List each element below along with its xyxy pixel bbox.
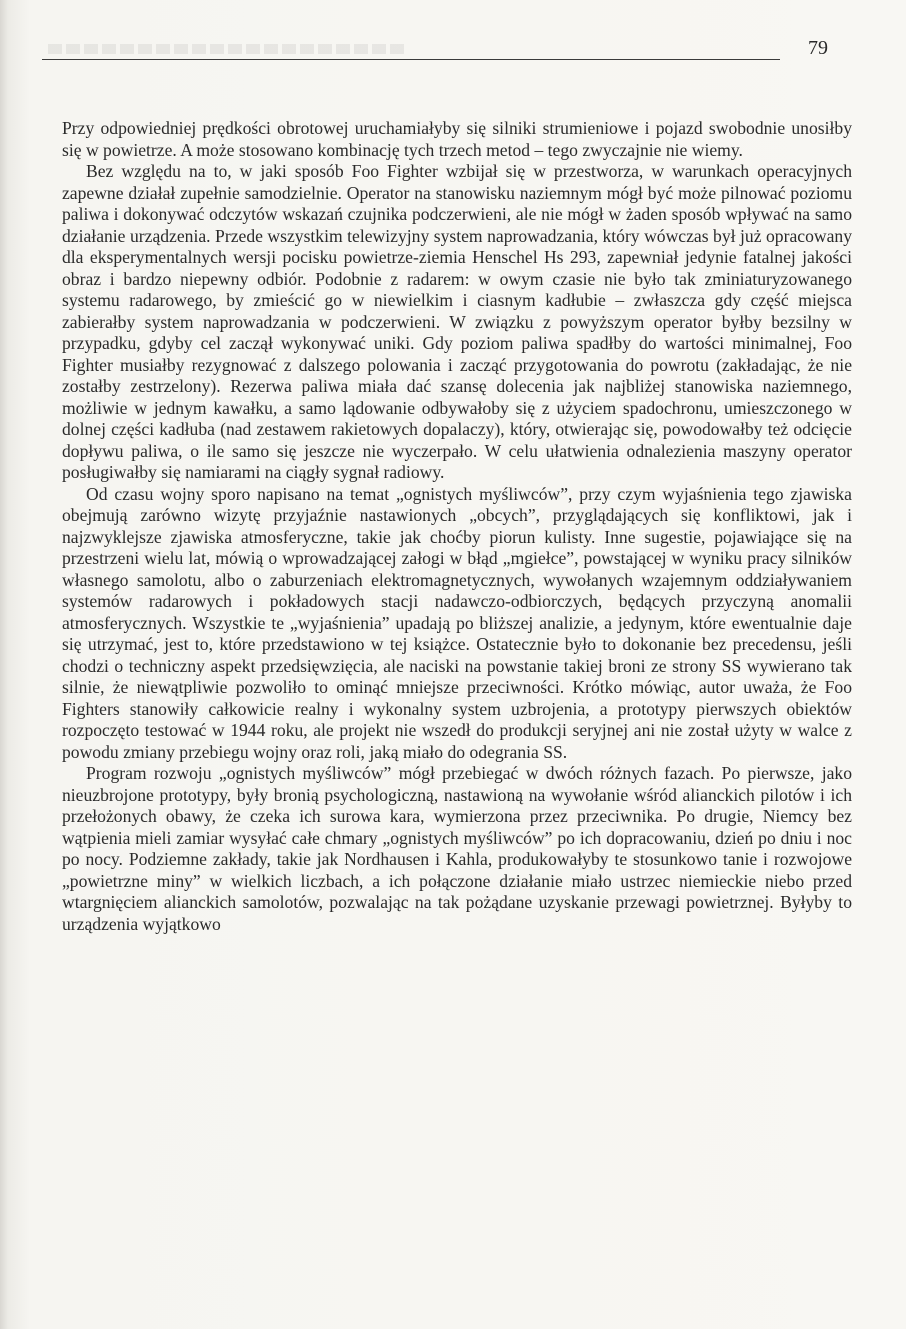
paragraph: Od czasu wojny sporo napisano na temat „ognistych myśliwców”, przy czym wyjaśnienia tego zjawiska obejmują zarówno wizytę przyjaźnie nastawionych „obcych”, przyglądających się konfliktowi, jak i najzwyklejsze zjawiska atmosferyczne, takie jak choćby piorun kulisty. Inne sugestie, pojawiające się na przestrzeni wielu lat, mówią o wprowadzającej załogi w błąd „mgiełce”, powstającej w wyniku pracy silników własnego samolotu, albo o zaburzeniach elektromagnetycznych, wywołanych wzajemnym oddziaływaniem systemów radarowych i pokładowych stacji nadawczo-odbiorczych, będących przyczyną anomalii atmosferycznych. Wszystkie te „wyjaśnienia” upadają po bliższej analizie, a jedynym, które ewentualnie daje się utrzymać, jest to, które przedstawiono w tej książce. Ostatecznie było to dokonanie bez precedensu, jeśli chodzi o techniczny aspekt przedsięwzięcia, ale naciski na powstanie takiej broni ze strony SS wywierano tak silnie, że niewątpliwie pozwoliło to ominąć mniejsze przeciwności. Krótko mówiąc, autor uważa, że Foo Fighters stanowiły całkowicie realny i wykonalny system uzbrojenia, a prototypy pierwszych obiektów rozpoczęto testować w 1944 roku, ale projekt nie wszedł do produkcji seryjnej ani nie został użyty w walce z powodu zmiany przebiegu wojny oraz roli, jaką miało do odegrania SS. [62,483,852,762]
paragraph: Przy odpowiedniej prędkości obrotowej uruchamiałyby się silniki strumieniowe i pojazd swobodnie unosiłby się w powietrze. A może stosowano kombinację tych trzech metod – tego zwyczajnie nie wiemy. [62,118,852,160]
paragraph: Bez względu na to, w jaki sposób Foo Fighter wzbijał się w przestworza, w warunkach operacyjnych zapewne działał zupełnie samodzielnie. Operator na stanowisku naziemnym mógł być może pilnować poziomu paliwa i dokonywać odczytów wskazań czujnika podczerwieni, ale nie mógł w żaden sposób wpływać na samo działanie urządzenia. Przede wszystkim telewizyjny system naprowadzania, który wówczas był już opracowany dla eksperymentalnych wersji pocisku powietrze-ziemia Henschel Hs 293, zapewniał jedynie fatalnej jakości obraz i bardzo niepewny odbiór. Podobnie z radarem: w owym czasie nie było tak zminiaturyzowanego systemu radarowego, by zmieścić go w niewielkim i ciasnym kadłubie – zwłaszcza gdy część miejsca zabierałby system naprowadzania w podczerwieni. W związku z powyższym operator byłby bezsilny w przypadku, gdyby cel zaczął wykonywać uniki. Gdy poziom paliwa spadłby do wartości minimalnej, Foo Fighter musiałby rezygnować z dalszego polowania i zacząć przygotowania do powrotu (zakładając, że nie zostałby zestrzelony). Rezerwa paliwa miała dać szansę dolecenia jak najbliżej stanowiska naziemnego, możliwie w jednym kawałku, a samo lądowanie odbywałoby się z użyciem spadochronu, umieszczonego w dolnej części kadłuba (nad zestawem rakietowych dopalaczy), który, otwierając się, powodowałby też odcięcie dopływu paliwa, o ile samo się jeszcze nie wyczerpało. W celu ułatwienia odnalezienia maszyny operator posługiwałby się namiarami na ciągły sygnał radiowy. [62,161,852,482]
page-number: 79 [808,37,828,59]
body-text [62,118,852,935]
paragraph: Program rozwoju „ognistych myśliwców” mógł przebiegać w dwóch różnych fazach. Po pierwsze, jako nieuzbrojone prototypy, były bronią psychologiczną, nastawioną na wywołanie wśród alianckich pilotów i ich przełożonych obawy, że czeka ich surowa kara, wymierzona przez przeciwnika. Po drugie, Niemcy bez wątpienia mieli zamiar wysyłać całe chmary „ognistych myśliwców” po ich dopracowaniu, dzień po dniu i noc po nocy. Podziemne zakłady, takie jak Nordhausen i Kahla, produkowałyby te stosunkowo tanie i rozwojowe „powietrzne miny” w wielkich liczbach, a ich połączone działanie miało ustrzec niemieckie niebo przed wtargnięciem alianckich samolotów, pozwalając na tak pożądane uzyskanie przewagi powietrznej. Byłyby to urządzenia wyjątkowo [62,763,852,934]
header-rule [42,59,780,60]
running-header-bleedthrough [48,44,408,54]
